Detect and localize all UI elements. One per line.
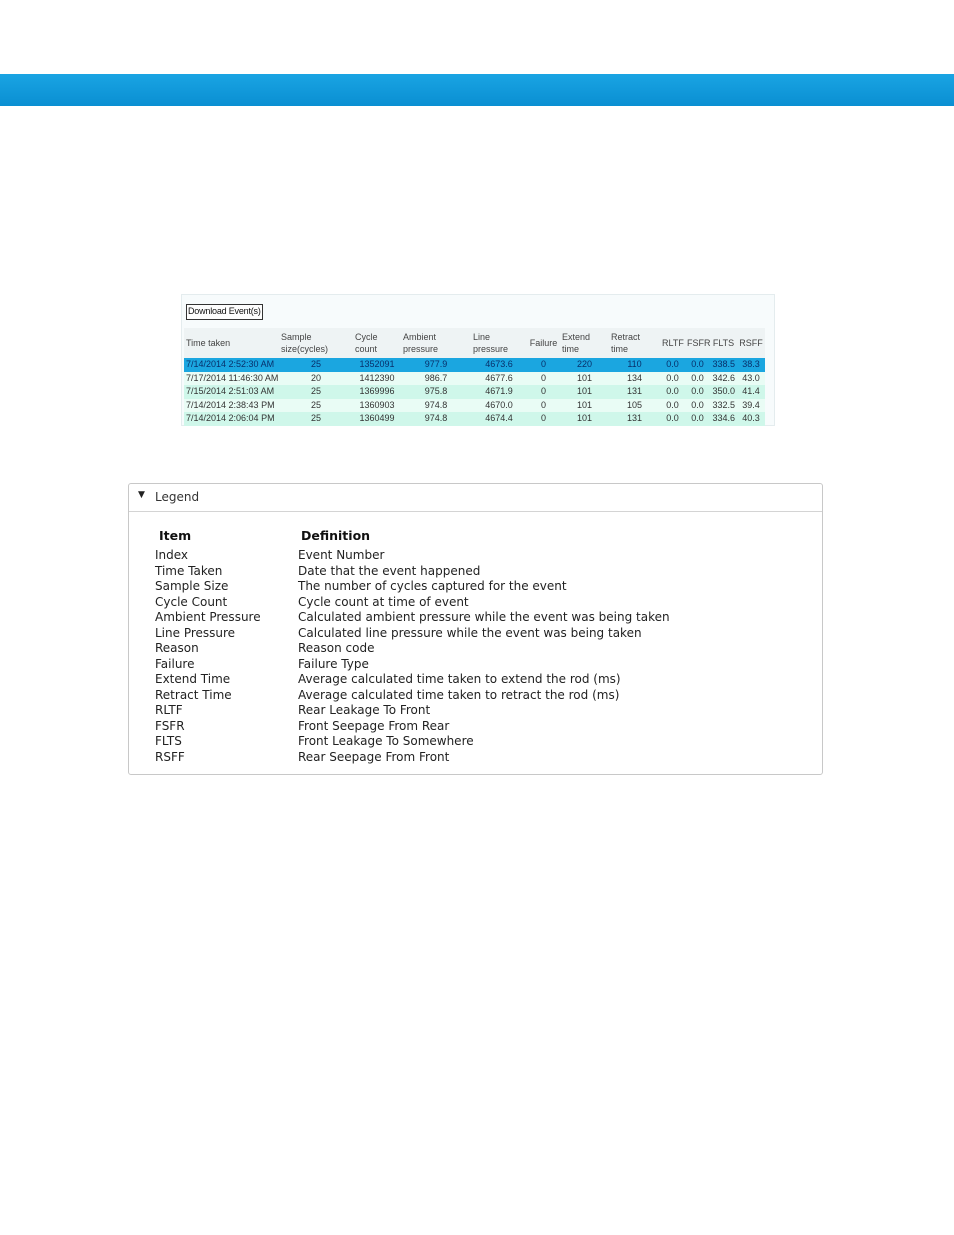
legend-row bbox=[129, 672, 822, 688]
column-header[interactable]: RSFF bbox=[737, 328, 765, 358]
table-cell: 4673.6 bbox=[485, 359, 513, 370]
table-cell: 0.0 bbox=[666, 386, 679, 397]
table-cell: 334.6 bbox=[712, 413, 735, 424]
legend-definition: Calculated line pressure while the event was being taken bbox=[298, 625, 642, 640]
table-cell: 101 bbox=[576, 413, 593, 424]
legend-panel bbox=[128, 483, 823, 775]
legend-row bbox=[129, 641, 822, 657]
legend-item: Index bbox=[155, 548, 189, 562]
legend-item: Time Taken bbox=[155, 563, 223, 578]
table-row[interactable] bbox=[184, 372, 765, 386]
legend-list bbox=[129, 548, 822, 765]
table-cell: 101 bbox=[576, 386, 593, 397]
table-cell: 4671.9 bbox=[485, 386, 513, 397]
legend-row bbox=[129, 657, 822, 673]
column-header[interactable]: RLTF bbox=[660, 328, 685, 358]
legend-definition: Rear Leakage To Front bbox=[298, 703, 431, 717]
table-cell: 4677.6 bbox=[485, 372, 513, 383]
table-cell: 40.3 bbox=[742, 413, 760, 424]
table-cell: 0 bbox=[540, 399, 546, 410]
column-header[interactable]: FSFR bbox=[685, 328, 710, 358]
legend-row bbox=[129, 734, 822, 750]
table-cell: 131 bbox=[626, 413, 643, 424]
legend-item-header: Item bbox=[159, 528, 192, 543]
events-panel bbox=[181, 294, 775, 426]
table-cell: 43.0 bbox=[742, 372, 760, 383]
table-cell: 338.5 bbox=[712, 359, 735, 370]
legend-item: FSFR bbox=[155, 718, 185, 733]
legend-row bbox=[129, 595, 822, 611]
table-cell: 0.0 bbox=[691, 399, 704, 410]
table-cell: 7/15/2014 2:51:03 AM bbox=[186, 386, 275, 397]
table-cell: 38.3 bbox=[742, 359, 760, 370]
legend-toggle[interactable] bbox=[129, 484, 822, 512]
legend-row bbox=[129, 719, 822, 735]
table-cell: 1360499 bbox=[359, 413, 395, 424]
legend-item: Retract Time bbox=[155, 687, 232, 702]
legend-item: RLTF bbox=[155, 703, 183, 717]
column-header[interactable]: Sample size(cycles) bbox=[279, 328, 353, 358]
table-cell: 0 bbox=[540, 372, 546, 383]
legend-definition: Front Leakage To Somewhere bbox=[298, 734, 474, 748]
legend-item: Line Pressure bbox=[155, 625, 236, 640]
legend-item: Reason bbox=[155, 641, 199, 655]
legend-definition: Rear Seepage From Front bbox=[298, 749, 450, 764]
table-cell: 1369996 bbox=[359, 386, 395, 397]
column-header[interactable]: Extend time bbox=[560, 328, 609, 358]
legend-item: Cycle Count bbox=[155, 594, 228, 609]
table-cell: 25 bbox=[310, 413, 321, 424]
caret-down-icon: ▼ bbox=[138, 490, 145, 500]
table-cell: 25 bbox=[310, 399, 321, 410]
top-banner bbox=[0, 74, 954, 106]
legend-row bbox=[129, 688, 822, 704]
table-cell: 974.8 bbox=[424, 413, 448, 424]
table-cell: 39.4 bbox=[742, 399, 760, 410]
table-cell: 7/14/2014 2:38:43 PM bbox=[186, 399, 275, 410]
table-cell: 134 bbox=[626, 372, 643, 383]
table-cell: 977.9 bbox=[424, 359, 448, 370]
table-cell: 20 bbox=[310, 372, 321, 383]
legend-row bbox=[129, 626, 822, 642]
table-cell: 1412390 bbox=[359, 372, 395, 383]
column-header[interactable]: Cycle count bbox=[353, 328, 401, 358]
legend-definition: Average calculated time taken to extend the rod (ms) bbox=[298, 672, 621, 686]
table-cell: 110 bbox=[627, 359, 642, 370]
table-cell: 131 bbox=[626, 386, 643, 397]
table-cell: 0.0 bbox=[691, 413, 704, 424]
table-cell: 0.0 bbox=[691, 386, 704, 397]
legend-row bbox=[129, 750, 822, 766]
legend-item: Failure bbox=[155, 656, 195, 671]
legend-row bbox=[129, 610, 822, 626]
column-header[interactable]: FLTS bbox=[710, 328, 737, 358]
table-cell: 4674.4 bbox=[485, 413, 513, 424]
table-cell: 0.0 bbox=[666, 372, 679, 383]
legend-item: RSFF bbox=[155, 749, 185, 764]
table-row[interactable] bbox=[184, 399, 765, 413]
legend-row bbox=[129, 548, 822, 564]
table-cell: 105 bbox=[626, 399, 643, 410]
legend-definition: Event Number bbox=[298, 548, 385, 562]
legend-item: FLTS bbox=[155, 734, 182, 748]
table-cell: 0.0 bbox=[666, 359, 679, 370]
table-cell: 7/14/2014 2:52:30 AM bbox=[186, 359, 275, 370]
download-events-button[interactable]: Download Event(s) bbox=[186, 304, 263, 320]
table-cell: 7/14/2014 2:06:04 PM bbox=[186, 413, 275, 424]
legend-row bbox=[129, 703, 822, 719]
legend-definition: Average calculated time taken to retract the rod (ms) bbox=[298, 687, 620, 702]
table-cell: 101 bbox=[576, 372, 593, 383]
legend-definition: Date that the event happened bbox=[298, 563, 481, 578]
table-cell: 0 bbox=[540, 386, 546, 397]
legend-definition: Reason code bbox=[298, 641, 375, 655]
table-cell: 342.6 bbox=[712, 372, 735, 383]
table-cell: 7/17/2014 11:46:30 AM bbox=[186, 372, 279, 383]
events-table bbox=[184, 328, 765, 426]
legend-definition: The number of cycles captured for the event bbox=[298, 579, 567, 593]
legend-row bbox=[129, 564, 822, 580]
table-cell: 986.7 bbox=[424, 372, 448, 383]
table-row[interactable] bbox=[184, 412, 765, 426]
column-header[interactable]: Retract time bbox=[609, 328, 660, 358]
column-header[interactable]: Ambient pressure bbox=[401, 328, 471, 358]
legend-definition-header: Definition bbox=[301, 528, 371, 543]
table-cell: 1352091 bbox=[359, 359, 395, 370]
table-row[interactable] bbox=[184, 385, 765, 399]
legend-definition: Cycle count at time of event bbox=[298, 594, 469, 609]
table-cell: 4670.0 bbox=[485, 399, 513, 410]
table-cell: 0 bbox=[540, 359, 546, 370]
table-cell: 975.8 bbox=[424, 386, 448, 397]
legend-item: Extend Time bbox=[155, 672, 231, 686]
table-row[interactable] bbox=[184, 358, 765, 372]
table-cell: 974.8 bbox=[424, 399, 448, 410]
legend-title: Legend bbox=[155, 490, 200, 504]
table-cell: 0 bbox=[540, 413, 546, 424]
table-cell: 1360903 bbox=[359, 399, 395, 410]
column-header[interactable]: Line pressure bbox=[471, 328, 527, 358]
legend-row bbox=[129, 579, 822, 595]
table-cell: 25 bbox=[310, 359, 321, 370]
table-cell: 350.0 bbox=[712, 386, 735, 397]
table-header-row bbox=[184, 328, 765, 358]
legend-definition: Calculated ambient pressure while the event was being taken bbox=[298, 610, 670, 624]
legend-item: Sample Size bbox=[155, 579, 229, 593]
table-cell: 332.5 bbox=[712, 399, 735, 410]
table-cell: 0.0 bbox=[666, 399, 679, 410]
legend-item: Ambient Pressure bbox=[155, 610, 261, 624]
table-cell: 41.4 bbox=[742, 386, 760, 397]
table-cell: 220 bbox=[576, 359, 593, 370]
table-cell: 101 bbox=[576, 399, 593, 410]
table-cell: 25 bbox=[310, 386, 321, 397]
legend-definition: Failure Type bbox=[298, 656, 369, 671]
table-cell: 0.0 bbox=[691, 372, 704, 383]
column-header[interactable]: Time taken bbox=[184, 328, 279, 358]
table-cell: 0.0 bbox=[666, 413, 679, 424]
column-header[interactable]: Failure bbox=[527, 328, 560, 358]
legend-definition: Front Seepage From Rear bbox=[298, 718, 450, 733]
table-cell: 0.0 bbox=[691, 359, 704, 370]
